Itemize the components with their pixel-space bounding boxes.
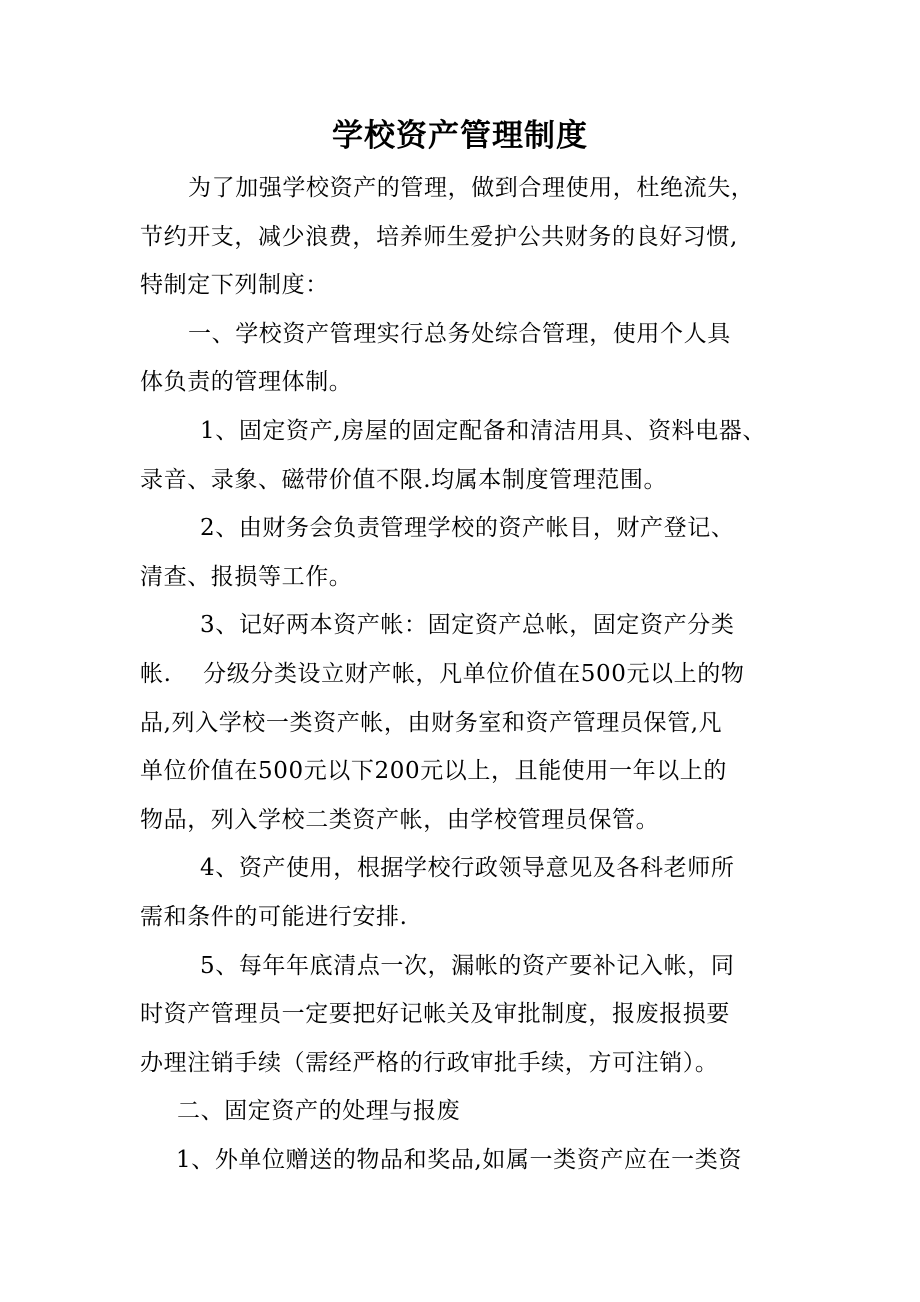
text-line: 5、每年年底清点一次，漏帐的资产要补记入帐，同 [200,952,735,979]
text-line: 1、外单位赠送的物品和奖品,如属一类资产应在一类资 [176,1146,742,1173]
item-4-paragraph [140,844,800,941]
item-2-paragraph [140,504,800,601]
item-1-paragraph [140,407,800,504]
text-line: 4、资产使用，根据学校行政领导意见及各科老师所 [200,855,735,882]
text-line: 二、固定资产的处理与报废 [177,1098,461,1125]
text-line: 品,列入学校一类资产帐，由财务室和资产管理员保管,凡 [140,709,723,736]
text-line: 体负责的管理体制。 [140,369,353,396]
intro-paragraph [140,164,800,310]
text-line: 单位价值在500元以下200元以上，且能使用一年以上的 [140,758,727,785]
text-line: 录音、录象、磁带价值不限.均属本制度管理范围。 [140,466,668,493]
text-line: 需和条件的可能进行安排. [140,903,408,930]
item-5-paragraph [140,942,800,1088]
section-two-heading [140,1087,800,1136]
text-line: 1、固定资产,房屋的固定配备和清洁用具、资料电器、 [200,417,766,444]
text-line: 2、由财务会负责管理学校的资产帐目，财产登记、 [200,515,735,542]
text-line: 物品，列入学校二类资产帐，由学校管理员保管。 [140,806,660,833]
text-line: 节约开支，减少浪费，培养师生爱护公共财务的良好习惯, [140,223,738,250]
text-line: 清查、报损等工作。 [140,563,353,590]
document-title: 学校资产管理制度 [332,118,588,154]
text-line: 特制定下列制度： [140,272,329,299]
section-one-paragraph [140,310,800,407]
text-line: 为了加强学校资产的管理，做到合理使用，杜绝流失， [188,175,755,201]
document-body [140,164,800,1184]
text-line: 时资产管理员一定要把好记帐关及审批制度，报废报损要 [140,1001,730,1028]
section-two-item-1-paragraph [140,1136,800,1185]
text-line: 帐. 分级分类设立财产帐，凡单位价值在500元以上的物 [140,660,745,687]
text-line: 3、记好两本资产帐：固定资产总帐，固定资产分类 [200,612,735,639]
text-line: 办理注销手续（需经严格的行政审批手续，方可注销）。 [140,1049,719,1076]
text-line: 一、学校资产管理实行总务处综合管理，使用个人具 [188,320,731,347]
item-3-paragraph [140,601,800,844]
